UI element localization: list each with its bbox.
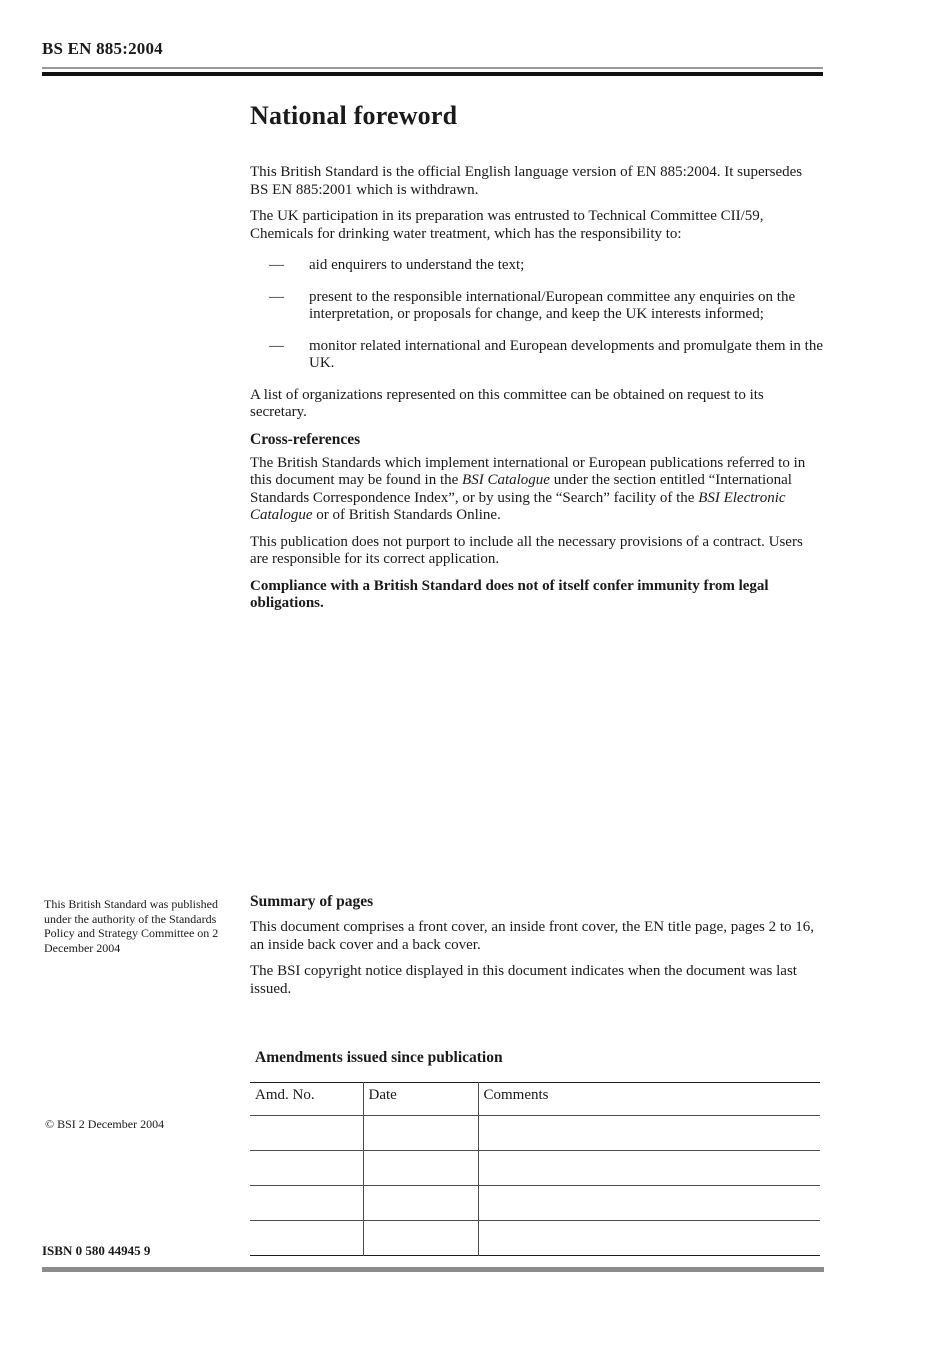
dash-marker: —	[269, 288, 284, 305]
table-row	[250, 1151, 820, 1186]
cross-references-heading: Cross-references	[250, 430, 361, 448]
copyright-note: © BSI 2 December 2004	[45, 1117, 165, 1131]
table-row	[250, 1186, 820, 1221]
paragraph-contract: This publication does not purport to include all the necessary provisions of a contract. Users are responsible for its correct application.	[250, 533, 803, 567]
table-cell-empty	[250, 1221, 363, 1256]
table-cell-empty	[363, 1151, 478, 1186]
table-cell-empty	[478, 1221, 820, 1256]
table-cell-empty	[478, 1186, 820, 1221]
responsibility-list	[250, 257, 823, 373]
amendments-table-body	[250, 1116, 820, 1256]
paragraph-copyright-notice: The BSI copyright notice displayed in this document indicates when the document was last issued.	[250, 963, 797, 997]
dash-marker: —	[269, 337, 284, 354]
list-item	[250, 338, 823, 373]
table-row	[250, 1116, 820, 1151]
table-header-row	[250, 1083, 820, 1116]
paragraph-pages: This document comprises a front cover, an inside front cover, the EN title page, pages 2 to 16, an inside back cover and a back cover.	[250, 919, 815, 953]
table-cell-empty	[363, 1186, 478, 1221]
paragraph-cross-references: The British Standards which implement international or European publications referred to in this document may be found in the BSI Catalogue under the section entitled “International Standards Correspondence Index”, or by using the “Search” facility of the BSI Electronic Catalogue or of British Standards Online.	[250, 454, 806, 523]
column-header-amd-no: Amd. No.	[250, 1083, 363, 1116]
list-item-text: present to the responsible international/European committee any enquiries on the interpretation, or proposals for change, and keep the UK interests informed;	[309, 288, 796, 322]
summary-of-pages-section	[250, 893, 823, 1007]
list-item	[250, 257, 823, 275]
page-title: National foreword	[250, 101, 458, 130]
amendments-table	[250, 1082, 820, 1256]
paragraph-version: This British Standard is the official English language version of EN 885:2004. It supersedes BS EN 885:2001 which is withdrawn.	[250, 164, 803, 198]
table-cell-empty	[250, 1116, 363, 1151]
table-cell-empty	[478, 1151, 820, 1186]
header-rule-thick	[42, 72, 823, 76]
amendments-heading: Amendments issued since publication	[255, 1049, 503, 1066]
table-cell-empty	[250, 1186, 363, 1221]
table-cell-empty	[363, 1221, 478, 1256]
doc-reference: BS EN 885:2004	[42, 39, 163, 58]
paragraph-participation: The UK participation in its preparation was entrusted to Technical Committee CII/59, Chemicals for drinking water treatment, which has the responsibility to:	[250, 208, 764, 242]
column-header-date: Date	[363, 1083, 478, 1116]
table-cell-empty	[478, 1116, 820, 1151]
column-header-comments: Comments	[478, 1083, 820, 1116]
amendments-section	[250, 1049, 820, 1256]
paragraph-organizations: A list of organizations represented on this committee can be obtained on request to its secretary.	[250, 386, 764, 420]
table-row	[250, 1221, 820, 1256]
list-item-text: monitor related international and European developments and promulgate them in the UK.	[309, 337, 824, 371]
table-cell-empty	[363, 1116, 478, 1151]
table-cell-empty	[250, 1151, 363, 1186]
list-item	[250, 289, 823, 324]
authority-note: This British Standard was published under the authority of the Standards Policy and Strategy Committee on 2 December 2004	[44, 897, 219, 955]
compliance-note: Compliance with a British Standard does not of itself confer immunity from legal obligations.	[250, 577, 769, 611]
dash-marker: —	[269, 257, 284, 273]
list-item-text: aid enquirers to understand the text;	[309, 257, 525, 273]
summary-heading: Summary of pages	[250, 893, 374, 910]
foreword-section	[250, 100, 823, 622]
header-rule-thin	[42, 67, 823, 69]
isbn-note: ISBN 0 580 44945 9	[42, 1243, 151, 1258]
page-bottom-rule	[42, 1267, 824, 1272]
